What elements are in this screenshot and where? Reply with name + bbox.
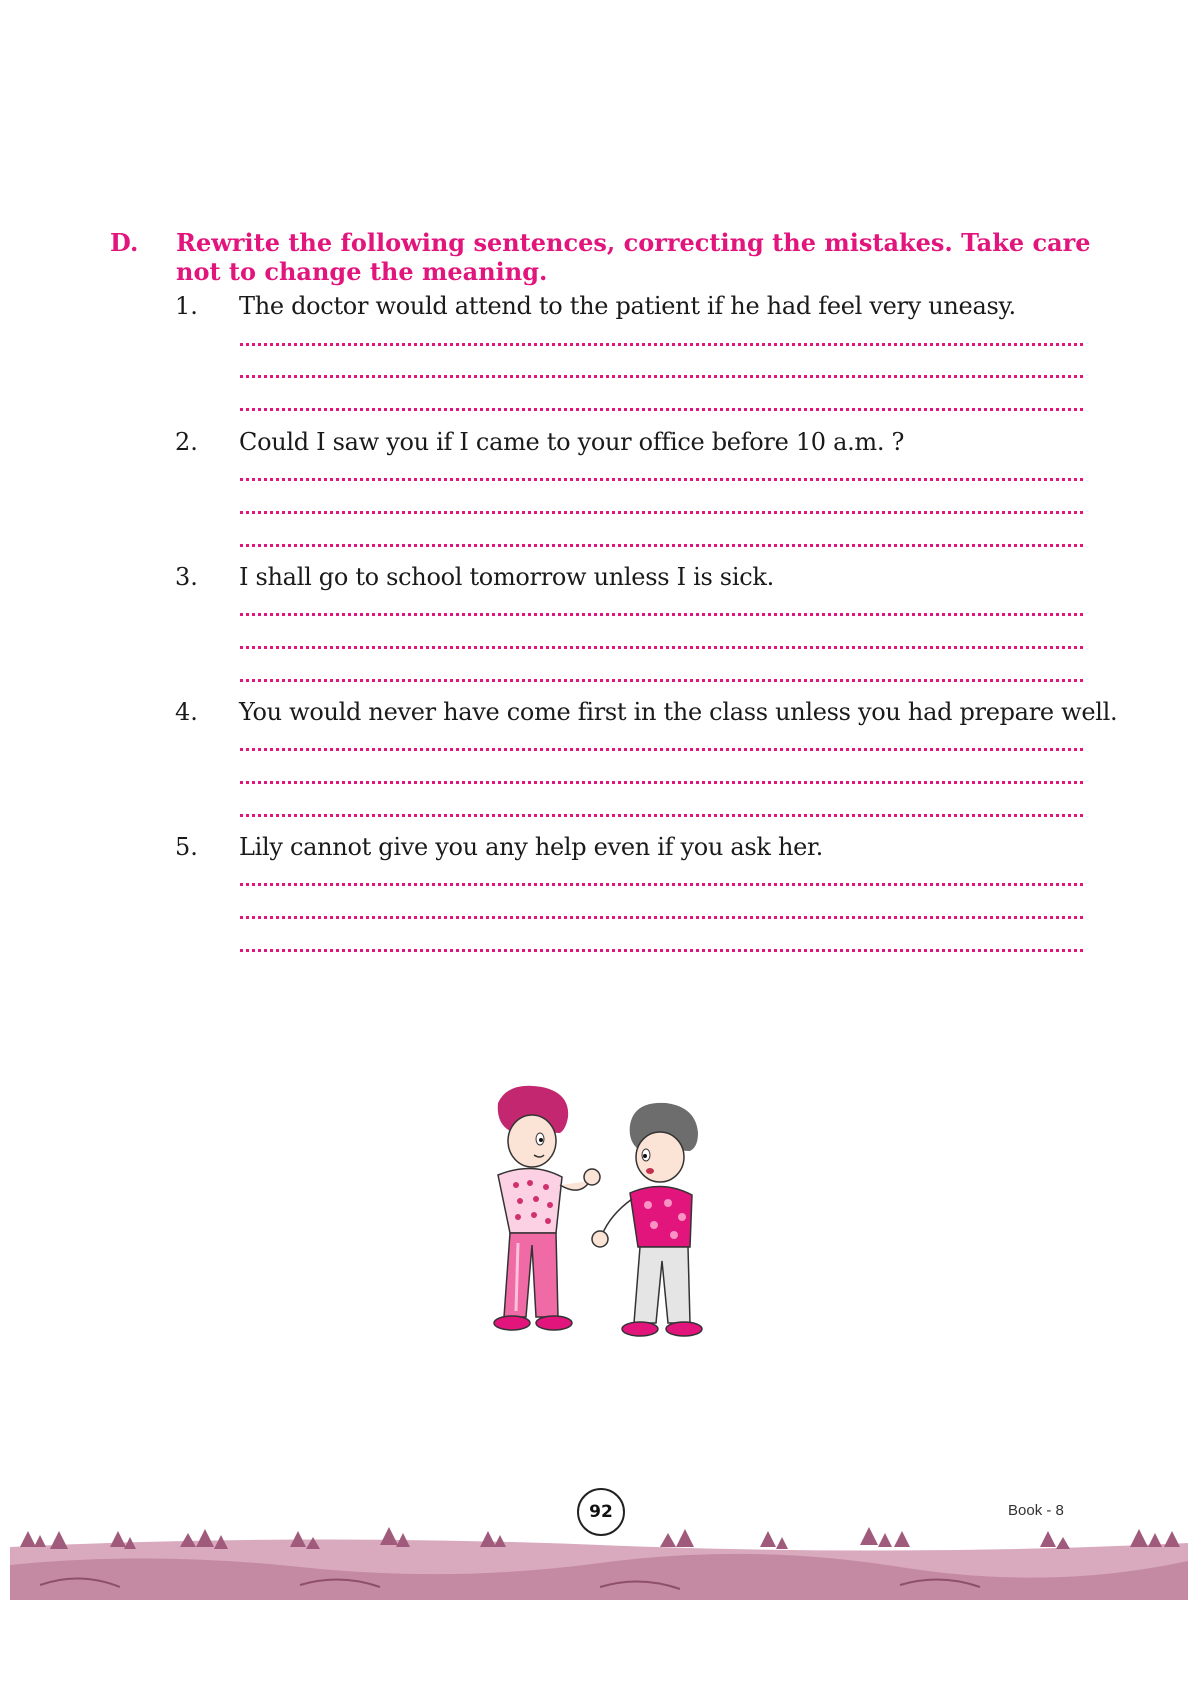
exercise-label: D. bbox=[110, 228, 139, 257]
question-text: Could I saw you if I came to your office before 10 a.m. ? bbox=[239, 428, 905, 456]
answer-line[interactable] bbox=[240, 343, 1083, 346]
question-text: The doctor would attend to the patient if he had feel very uneasy. bbox=[239, 292, 1016, 320]
answer-line[interactable] bbox=[240, 613, 1083, 616]
question-number: 5. bbox=[175, 833, 198, 861]
answer-line[interactable] bbox=[240, 679, 1083, 682]
book-label: Book - 8 bbox=[1008, 1502, 1064, 1519]
question-text: Lily cannot give you any help even if you ask her. bbox=[239, 833, 823, 861]
question-number: 2. bbox=[175, 428, 198, 456]
two-boys-illustration bbox=[470, 1085, 740, 1345]
question-number: 4. bbox=[175, 698, 198, 726]
answer-line[interactable] bbox=[240, 544, 1083, 547]
answer-line[interactable] bbox=[240, 883, 1083, 886]
boy-left-figure bbox=[494, 1086, 600, 1330]
question-number: 3. bbox=[175, 563, 198, 591]
answer-line[interactable] bbox=[240, 408, 1083, 411]
exercise-instructions: Rewrite the following sentences, correcting the mistakes. Take care not to change the meaning. bbox=[176, 228, 1091, 286]
answer-line[interactable] bbox=[240, 375, 1083, 378]
answer-line[interactable] bbox=[240, 949, 1083, 952]
answer-line[interactable] bbox=[240, 781, 1083, 784]
answer-line[interactable] bbox=[240, 748, 1083, 751]
question-text: You would never have come first in the class unless you had prepare well. bbox=[239, 698, 1118, 726]
page-number-badge: 92 bbox=[577, 1488, 625, 1536]
boy-right-figure bbox=[592, 1103, 702, 1336]
answer-line[interactable] bbox=[240, 646, 1083, 649]
question-number: 1. bbox=[175, 292, 198, 320]
answer-line[interactable] bbox=[240, 916, 1083, 919]
answer-line[interactable] bbox=[240, 511, 1083, 514]
question-text: I shall go to school tomorrow unless I is sick. bbox=[239, 563, 774, 591]
answer-line[interactable] bbox=[240, 814, 1083, 817]
answer-line[interactable] bbox=[240, 478, 1083, 481]
